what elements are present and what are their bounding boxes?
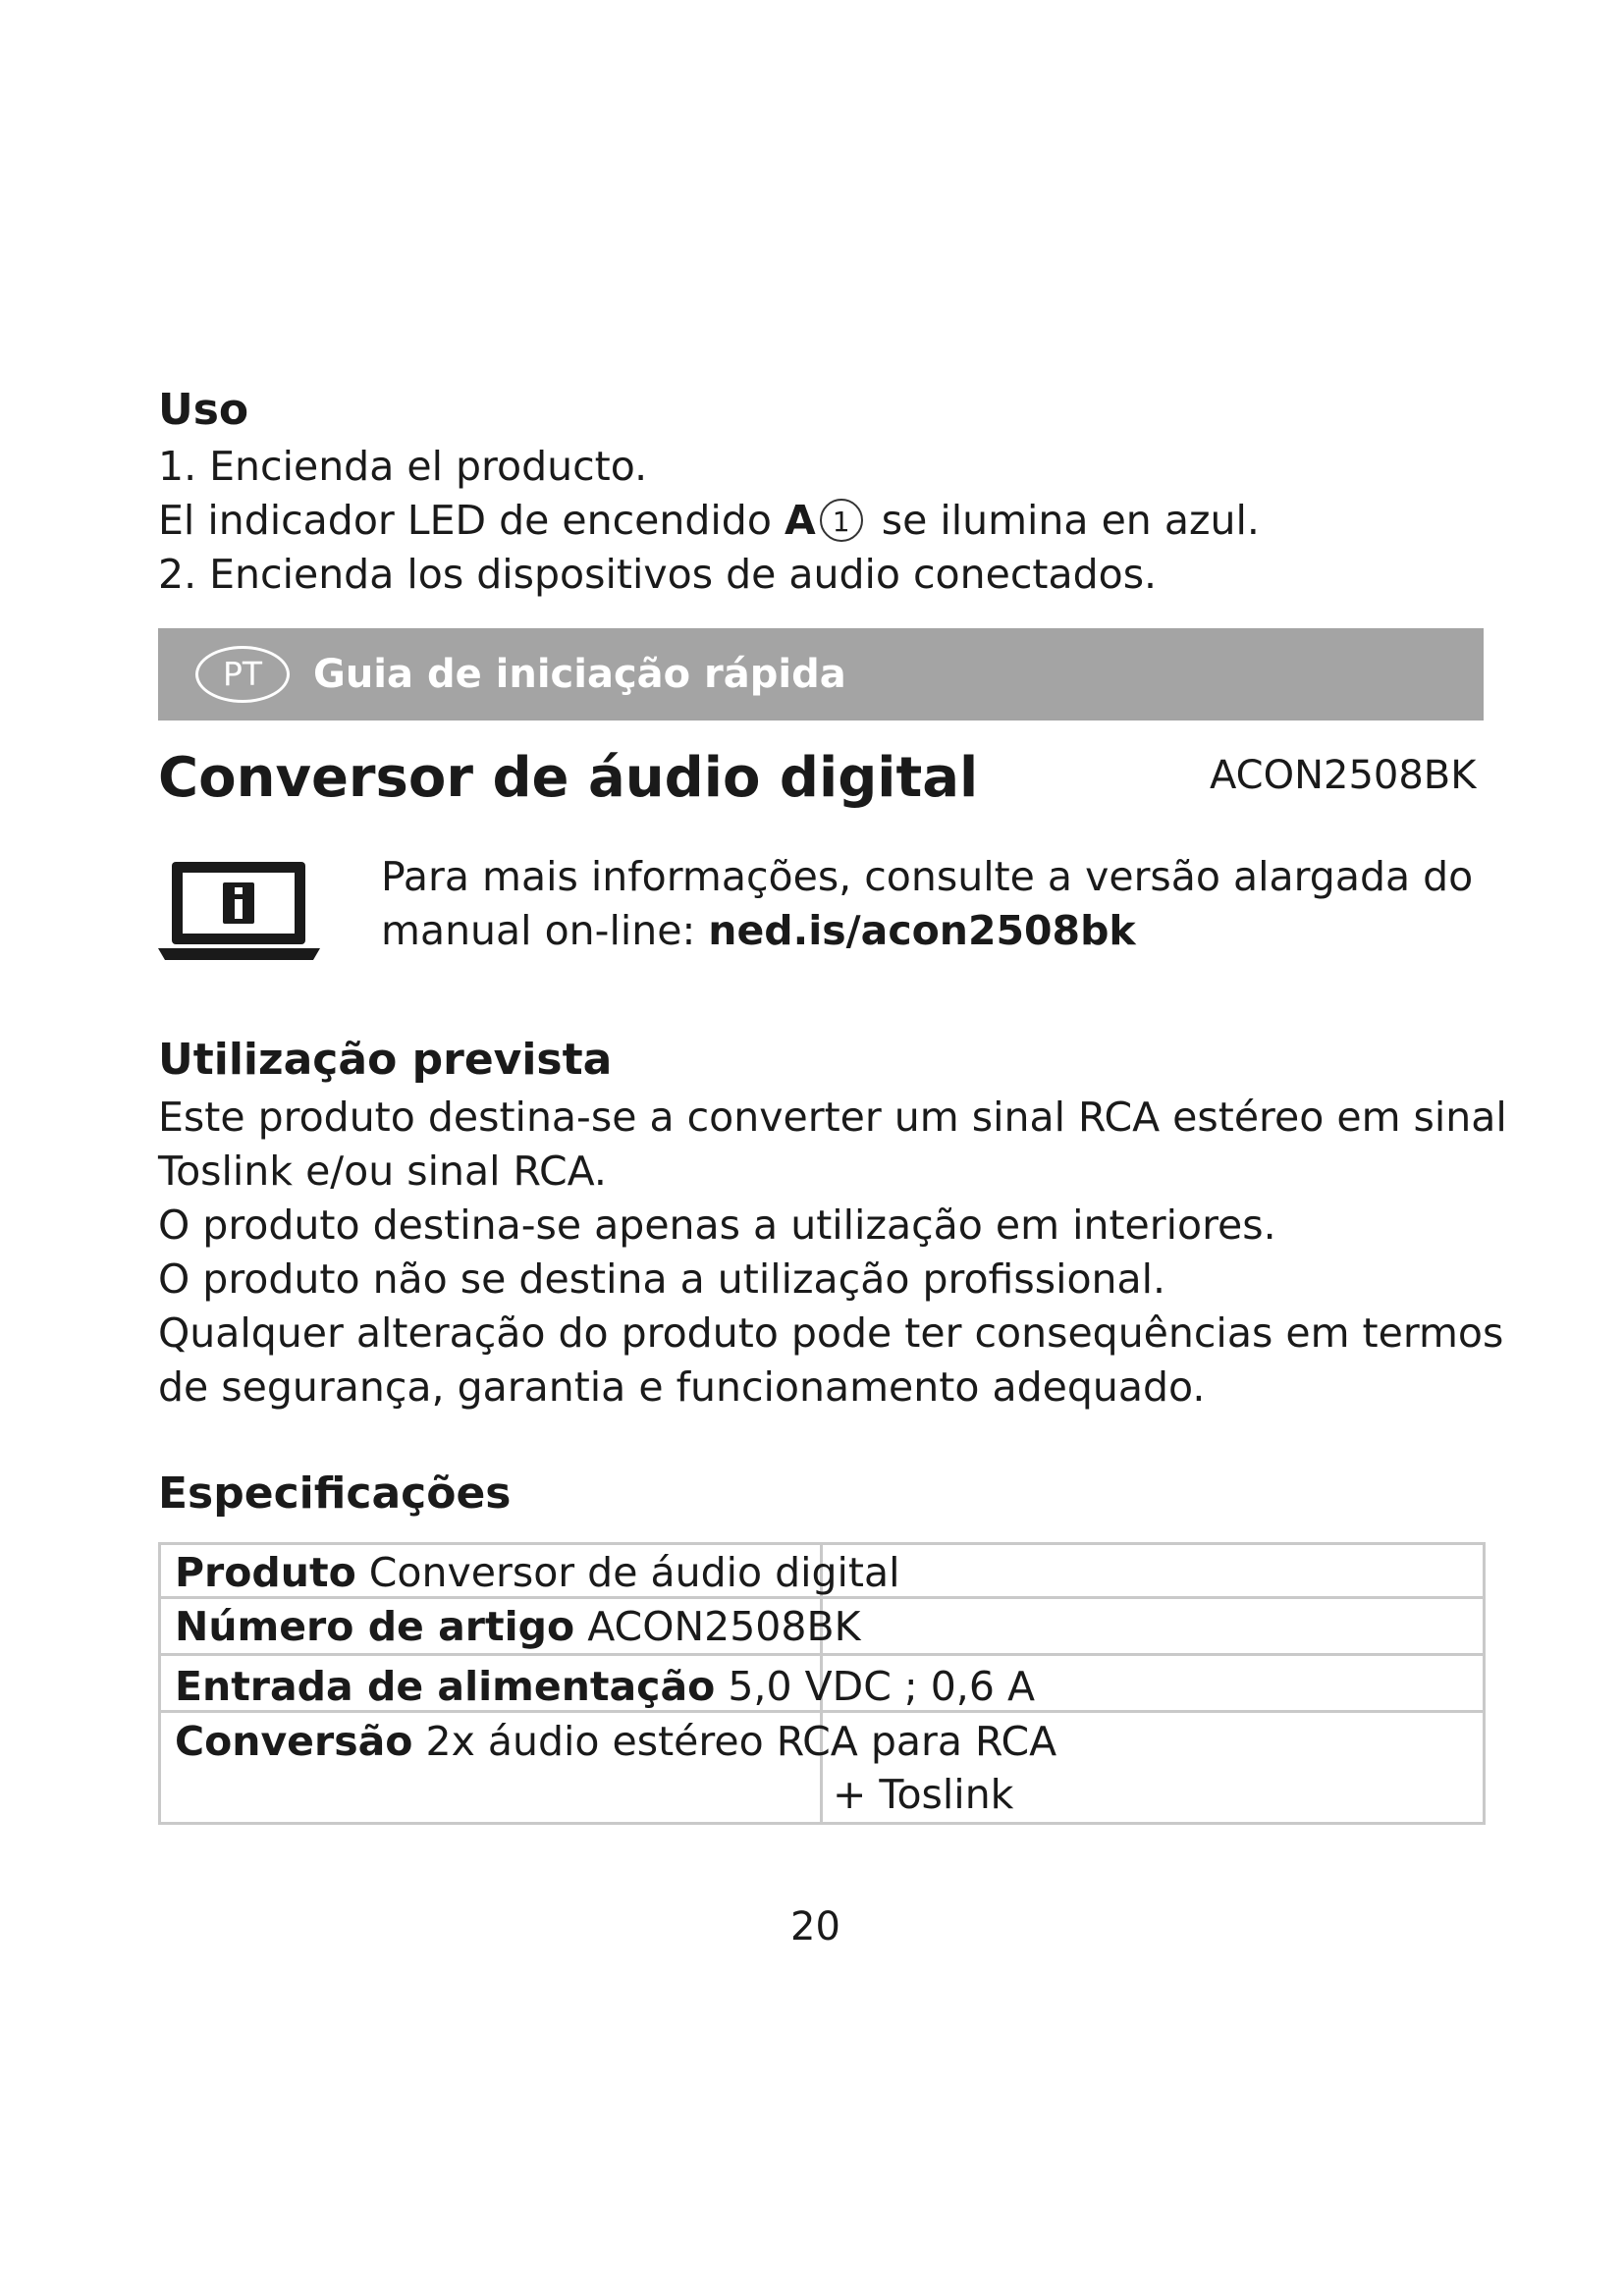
spec-label: Entrada de alimentação <box>175 1663 716 1710</box>
language-badge: PT <box>195 646 290 703</box>
led-text-after: se ilumina en azul. <box>868 497 1260 544</box>
paragraph-line: Toslink e/ou sinal RCA. <box>158 1148 607 1195</box>
page-number: 20 <box>790 1904 840 1949</box>
paragraph-line: O produto destina-se apenas a utilização em interiores. <box>158 1201 1276 1249</box>
info-text-line-2 <box>381 904 1136 958</box>
step-2: 2. Encienda los dispositivos de audio conectados. <box>158 551 1158 598</box>
specifications-table <box>158 1542 1486 1825</box>
paragraph-line: O produto não se destina a utilização profissional. <box>158 1255 1166 1303</box>
document-title: Conversor de áudio digital <box>158 746 979 810</box>
paragraph-line: Qualquer alteração do produto pode ter consequências em termos <box>158 1309 1504 1357</box>
info-prefix: manual on-line: <box>381 907 709 954</box>
spec-value: 5,0 VDC ; 0,6 A <box>728 1663 1035 1710</box>
led-label-a: A <box>784 497 816 544</box>
step-1: 1. Encienda el producto. <box>158 443 648 490</box>
table-cell <box>175 1716 1056 1767</box>
spec-value: 2x áudio estéreo RCA para RCA <box>425 1718 1057 1765</box>
spec-label: Conversão <box>175 1718 413 1765</box>
spec-value: Conversor de áudio digital <box>368 1549 900 1596</box>
table-row <box>158 1542 1486 1599</box>
paragraph-line: Este produto destina-se a converter um sinal RCA estéreo em sinal <box>158 1094 1507 1141</box>
section-heading-specifications: Especificações <box>158 1468 512 1519</box>
paragraph-line: de segurança, garantia e funcionamento adequado. <box>158 1363 1206 1411</box>
section-heading-uso: Uso <box>158 385 249 435</box>
laptop-info-icon <box>158 856 320 964</box>
led-indicator-line <box>158 494 1260 548</box>
spec-label: Produto <box>175 1549 356 1596</box>
table-row <box>158 1710 1486 1825</box>
spec-value: ACON2508BK <box>587 1603 861 1650</box>
spec-value-continued: + Toslink <box>833 1771 1014 1818</box>
table-cell <box>175 1661 1035 1712</box>
section-heading-intended-use: Utilização prevista <box>158 1035 613 1085</box>
circled-number-icon: 1 <box>820 499 863 542</box>
spec-label: Número de artigo <box>175 1603 575 1650</box>
table-row <box>158 1653 1486 1713</box>
table-cell <box>175 1547 900 1598</box>
language-banner <box>158 628 1484 721</box>
product-code: ACON2508BK <box>1210 753 1477 798</box>
info-text-line-1: Para mais informações, consulte a versão alargada do <box>381 853 1474 900</box>
manual-link[interactable]: ned.is/acon2508bk <box>708 907 1136 954</box>
table-row <box>158 1596 1486 1656</box>
table-cell <box>175 1601 861 1652</box>
banner-title: Guia de iniciação rápida <box>313 652 846 697</box>
led-text-before: El indicador LED de encendido <box>158 497 785 544</box>
